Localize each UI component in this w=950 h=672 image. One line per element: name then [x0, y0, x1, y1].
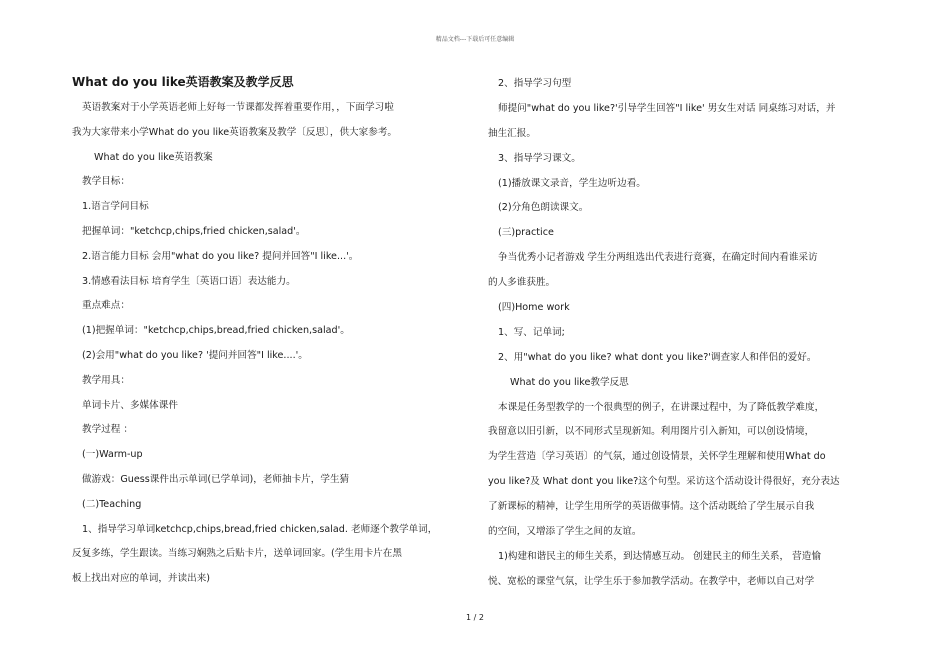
paragraph-line: 我为大家带来小学What do you like英语教案及教学〔反思〕，供大家参考。 [72, 126, 398, 138]
paragraph-line: 悦、宽松的课堂气氛，让学生乐于参加教学活动。在教学中，老师以自己对学 [488, 575, 815, 587]
paragraph-line: (三)practice [498, 227, 554, 239]
document-title: What do you like英语教案及教学反思 [72, 75, 294, 89]
section-heading: What do you like教学反思 [510, 376, 629, 388]
paragraph-line: 师提问"what do you like?'引导学生回答"I like' 男女生对话 同桌练习对话，并 [498, 102, 836, 114]
paragraph-line: 我留意以旧引新，以不同形式呈现新知。利用图片引入新知，可以创设情境， [488, 426, 815, 438]
paragraph-line: 1)构建和谐民主的师生关系，到达情感互动。 创建民主的师生关系， 营造愉 [498, 550, 821, 562]
page-number: 1 / 2 [466, 613, 484, 622]
paragraph-line: (四)Home work [498, 302, 570, 314]
paragraph-line: 1、写、记单词; [498, 326, 565, 338]
left-column [72, 72, 467, 592]
paragraph-line: 反复多练，学生跟读。当练习娴熟之后贴卡片，送单词回家。(学生用卡片在黑 [72, 548, 402, 560]
paragraph-line: 3、指导学习课文。 [498, 152, 581, 164]
paragraph-line: 板上找出对应的单词，并读出来) [72, 573, 211, 585]
paragraph-line: 抽生汇报。 [488, 127, 536, 139]
paragraph-line: (2)分角色朗读课文。 [498, 202, 589, 214]
paragraph-line: 争当优秀小记者游戏 学生分两组选出代表进行竟赛，在确定时间内看谁采访 [498, 252, 818, 264]
paragraph-line: 教学用具： [82, 374, 130, 386]
paragraph-line: 3.情感看法目标 培育学生〔英语口语〕表达能力。 [82, 275, 296, 287]
right-column [488, 72, 883, 595]
paragraph-line: 单词卡片、多媒体课件 [82, 399, 178, 411]
paragraph-line: (1)播放课文录音，学生边听边看。 [498, 177, 646, 189]
paragraph-line: 英语教案对于小学英语老师上好每一节课都发挥着重要作用，，下面学习啦 [82, 102, 394, 113]
paragraph-line: 为学生营造〔学习英语〕的气氛，通过创设情景，关怀学生理解和使用What do [488, 451, 826, 463]
paragraph-line: 把握单词："ketchcp,chips,fried chicken,salad'。 [82, 225, 306, 237]
paragraph-line: (1)把握单词："ketchcp,chips,bread,fried chicken,salad'。 [82, 325, 350, 337]
paragraph-line: 2.语言能力目标 会用"what do you like? 提问并回答"I like...'。 [82, 250, 359, 262]
page-header-note: 精品文档---下载后可任意编辑 [435, 36, 515, 43]
paragraph-line: (一)Warm-up [82, 449, 143, 461]
paragraph-line: 教学目标： [82, 176, 130, 188]
paragraph-line: 2、用"what do you like? what dont you like?'调查家人和伴侣的爱好。 [498, 351, 817, 363]
paragraph-line: 教学过程 ： [82, 424, 134, 436]
paragraph-line: 做游戏：Guess课件出示单词(已学单词)，老师抽卡片，学生猜 [82, 473, 350, 485]
paragraph-line: 的空间，又增添了学生之间的友谊。 [488, 526, 642, 538]
paragraph-line: 的人多谁获胜。 [488, 277, 556, 289]
paragraph-line: 了新课标的精神，让学生用所学的英语做事情。这个活动既给了学生展示自我 [488, 501, 815, 513]
paragraph-line: 1.语言学问目标 [82, 201, 149, 213]
paragraph-line: 1、指导学习单词ketchcp,chips,bread,fried chicken,salad. 老师逐个教学单词， [82, 523, 438, 535]
paragraph-line: (2)会用"what do you like? '提问并回答"I like....'。 [82, 349, 308, 361]
section-heading: What do you like英语教案 [94, 151, 213, 163]
paragraph-line: 本课是任务型教学的一个很典型的例子，在讲课过程中，为了降低教学难度， [498, 401, 825, 413]
paragraph-line: you like?及 What dont you like?这个句型。采访这个活动设计得很好，充分表达 [488, 476, 840, 488]
paragraph-line: 2、指导学习句型 [498, 78, 572, 89]
paragraph-line: (二)Teaching [82, 498, 142, 510]
paragraph-line: 重点难点： [82, 300, 130, 312]
